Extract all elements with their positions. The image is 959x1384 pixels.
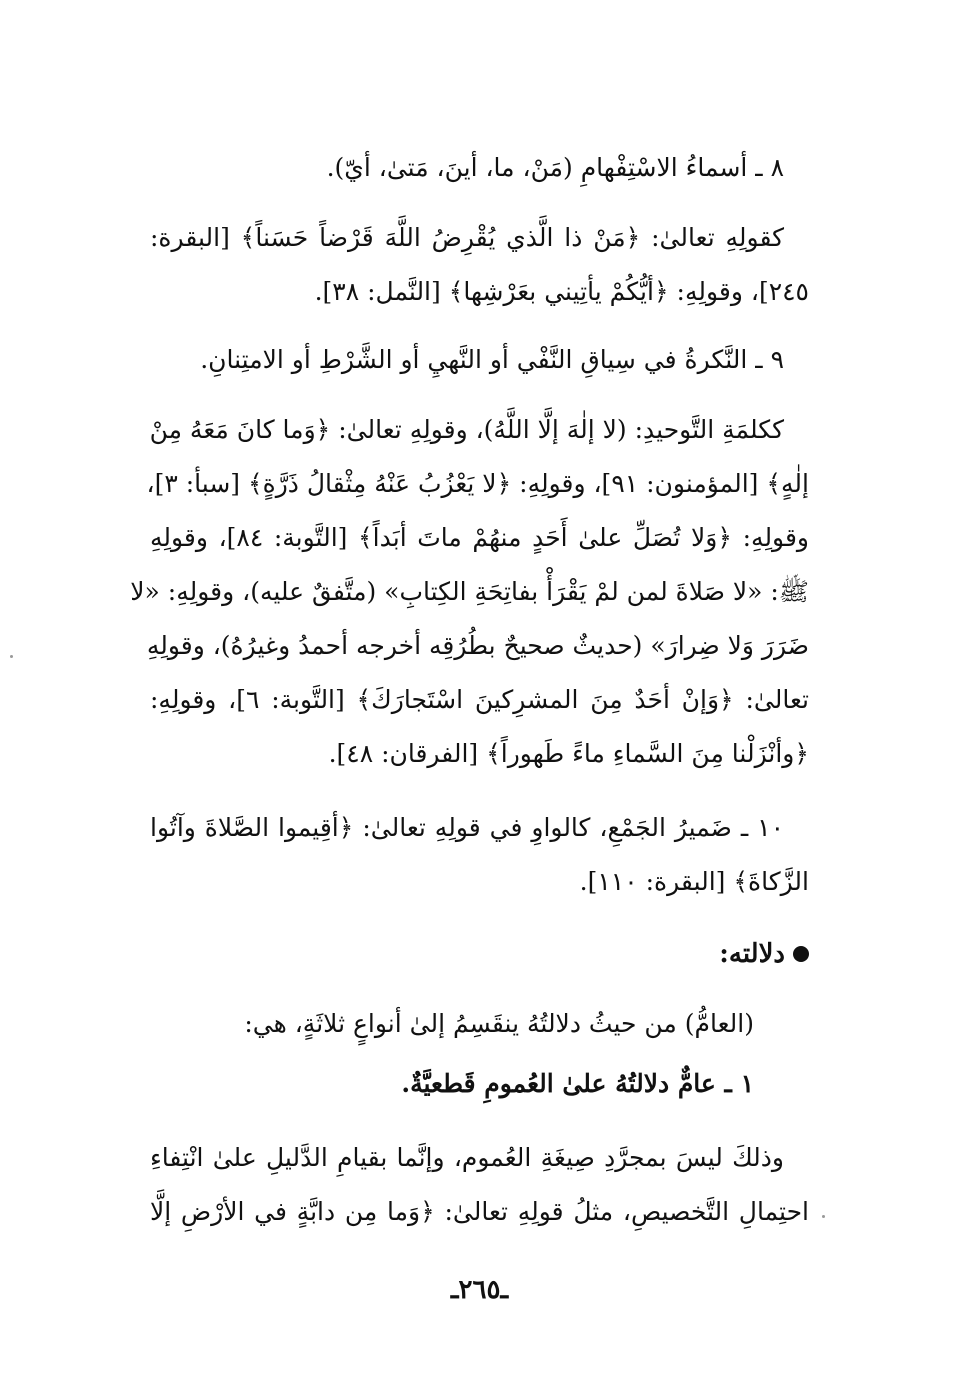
division-intro-line: (العامُّ) من حيثُ دلالتُهُ ينقَسِمُ إلىٰ أنواعٍ ثلاثَةٍ، هي: [244, 1009, 754, 1038]
example-9-line-6: تعالىٰ: ﴿وَإنْ أحَدٌ مِنَ المشرِكينَ اسْتَجارَكَ﴾ [التَّوبة: ٦]، وقولِهِ: [150, 685, 809, 714]
type-1-line-1: وذلكَ ليسَ بمجرَّدِ صِيغَةِ العُموم، وإنَّما بقيامِ الدَّليلِ علىٰ انْتِفاءِ [150, 1143, 785, 1172]
bullet-icon [793, 946, 809, 962]
margin-speck [822, 1215, 825, 1218]
example-9-line-5: ضَرَرَ وَلا ضِرارَ» (حديثٌ صحيحٌ بطُرُقِه أخرجه أحمدُ وغيرُهُ)، وقولِهِ [146, 631, 809, 660]
example-9-line-4: ﷺ: «لا صَلاةَ لمن لمْ يَقْرَأْ بفاتِحَةِ الكِتابِ» (متَّفقٌ عليه)، وقولِهِ: «لا [130, 577, 809, 606]
example-9-line-2: إلٰهٍ﴾ [المؤمنون: ٩١]، وقولِهِ: ﴿لا يَعْزُبُ عَنْهُ مِثْقالُ ذَرَّةٍ﴾ [سبأ: ٣]، [146, 469, 809, 498]
example-9-line-3: وقولِهِ: ﴿وَلا تُصَلِّ علىٰ أَحَدٍ منهُمْ ماتَ أبَداً﴾ [التَّوبة: ٨٤]، وقولِهِ [150, 523, 809, 552]
item-10-line-2: الزَّكاةَ﴾ [البقرة: ١١٠]. [579, 867, 809, 896]
page-number: ـ٢٦٥ـ [450, 1275, 509, 1305]
item-10-line-1: ١٠ ـ ضَميرُ الجَمْعِ، كالواوِ في قولِهِ تعالىٰ: ﴿أقِيموا الصَّلاةَ وآتُوا [150, 813, 784, 842]
example-8-line-1: كقولِهِ تعالىٰ: ﴿مَنْ ذا الَّذي يُقْرِضُ اللَّهَ قَرْضاً حَسَناً﴾ [البقرة: [150, 223, 784, 252]
section-heading [719, 934, 809, 974]
example-8-line-2: ٢٤٥]، وقولِهِ: ﴿أيُّكُمْ يأتِيني بعَرْشِها﴾ [النَّمل: ٣٨]. [314, 277, 809, 306]
item-9-line: ٩ ـ النَّكرةُ في سِياقِ النَّفْي أو النَّهيِ أو الشَّرْطِ أو الامتِنانِ. [200, 345, 784, 374]
margin-speck [10, 655, 13, 658]
type-1-heading: ١ ـ عامٌّ دلالتُهُ علىٰ العُمومِ قَطعيَّةٌ. [401, 1069, 754, 1098]
item-8-line: ٨ ـ أسماءُ الاسْتِفْهامِ (مَنْ، ما، أينَ، مَتىٰ، أيّ). [326, 153, 784, 182]
example-9-line-7: ﴿وأنْزَلْنا مِنَ السَّماءِ ماءً طَهوراً﴾ [الفرقان: ٤٨]. [328, 739, 809, 768]
type-1-line-2: احتِمالِ التَّخصيصِ، مثلُ قولِهِ تعالىٰ: ﴿وَما مِن دابَّةٍ في الأرْضِ إلَّا [150, 1197, 809, 1226]
section-heading-text: دلالته: [719, 939, 785, 969]
example-9-line-1: ككلمَةِ التَّوحيدِ: (لا إلٰهَ إلَّا اللَّهُ)، وقولِهِ تعالىٰ: ﴿وَما كانَ مَعَهُ مِنْ [149, 415, 784, 444]
